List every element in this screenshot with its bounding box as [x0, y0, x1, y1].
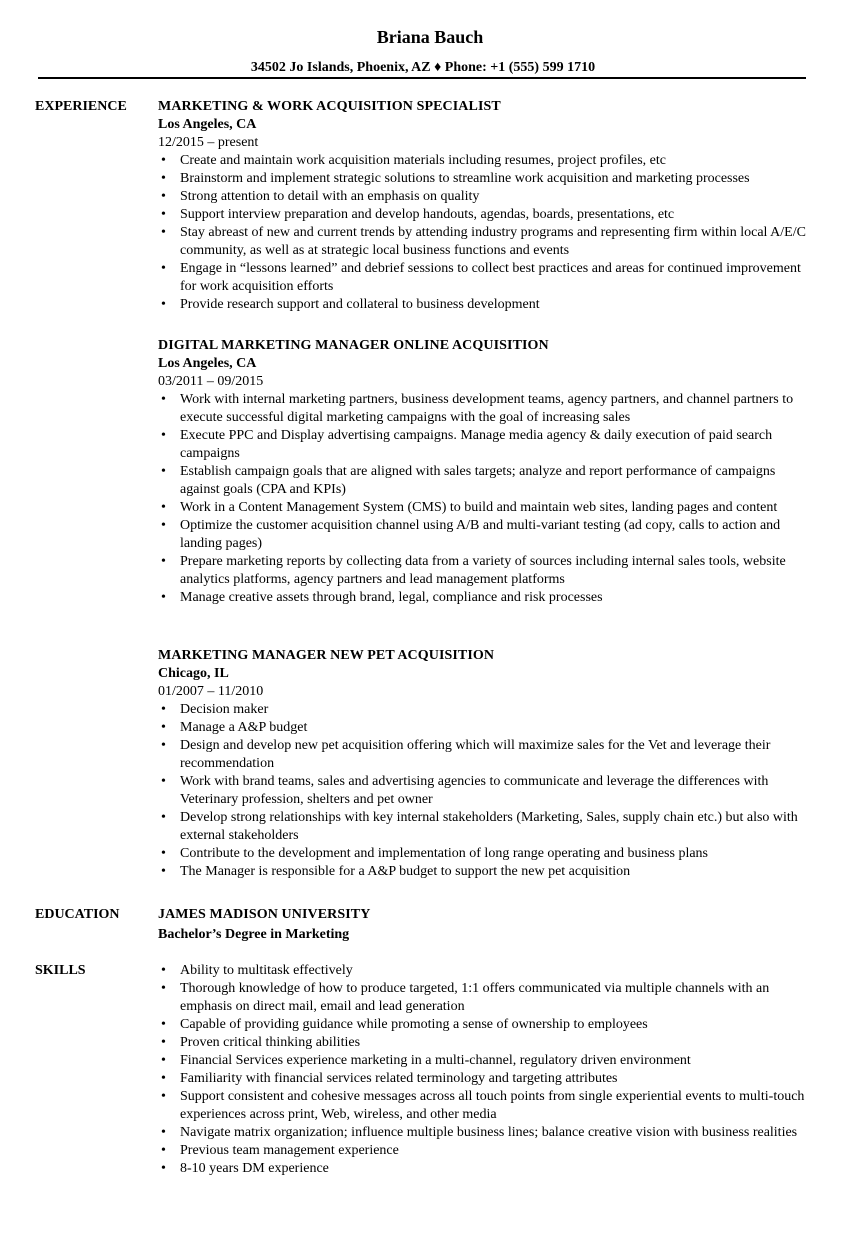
list-item: • Support consistent and cohesive messages across all touch points from single experiential events to multi-touch experiences across print, Web, wireless, and other media — [161, 1089, 805, 1122]
job-location: Los Angeles, CA — [158, 117, 257, 132]
contact-line: 34502 Jo Islands, Phoenix, AZ ♦ Phone: +1 (555) 599 1710 — [250, 60, 596, 75]
job-title: DIGITAL MARKETING MANAGER ONLINE ACQUISITION — [158, 338, 549, 353]
bullet-icon: • — [161, 1053, 166, 1068]
bullet-icon: • — [161, 738, 166, 753]
bullet-icon: • — [161, 392, 166, 407]
bullet-icon: • — [161, 554, 166, 569]
list-item: • Support interview preparation and develop handouts, agendas, boards, presentations, etc — [161, 207, 675, 222]
list-item: • Ability to multitask effectively — [161, 963, 353, 978]
bullet-icon: • — [161, 963, 166, 978]
bullet-icon: • — [161, 464, 166, 479]
list-item: • Decision maker — [161, 702, 269, 717]
list-item: • Optimize the customer acquisition channel using A/B and multi-variant testing (ad copy, calls to action and landing pages) — [161, 518, 781, 551]
list-item: • Provide research support and collateral to business development — [161, 297, 540, 312]
bullet-icon: • — [161, 428, 166, 443]
bullet-icon: • — [161, 171, 166, 186]
list-item: • Manage a A&P budget — [161, 720, 308, 735]
list-item: • 8-10 years DM experience — [161, 1161, 329, 1176]
bullet-icon: • — [161, 189, 166, 204]
list-item: • Execute PPC and Display advertising campaigns. Manage media agency & daily execution of paid search campaigns — [161, 428, 773, 461]
job-bullet-list — [158, 391, 818, 607]
education-entry — [158, 906, 818, 944]
bullet-icon: • — [161, 774, 166, 789]
skills-list-wrap — [158, 962, 818, 1178]
bullet-icon: • — [161, 207, 166, 222]
list-item: • Create and maintain work acquisition materials including resumes, project profiles, etc — [161, 153, 666, 168]
list-item: • Develop strong relationships with key internal stakeholders (Marketing, Sales, supply chain etc.) but also with external stakeholders — [161, 810, 798, 843]
bullet-icon: • — [161, 225, 166, 240]
bullet-icon: • — [161, 1143, 166, 1158]
list-item: • Manage creative assets through brand, legal, compliance and risk processes — [161, 590, 603, 605]
list-item: • Familiarity with financial services related terminology and targeting attributes — [161, 1071, 618, 1086]
list-item: • Proven critical thinking abilities — [161, 1035, 361, 1050]
experience-heading: EXPERIENCE — [35, 99, 127, 114]
bullet-icon: • — [161, 297, 166, 312]
job-bullet-list — [158, 152, 818, 314]
list-item: • Previous team management experience — [161, 1143, 399, 1158]
job-location: Los Angeles, CA — [158, 356, 257, 371]
list-item: • Design and develop new pet acquisition offering which will maximize sales for the Vet and leverage their recommendation — [161, 738, 771, 771]
bullet-icon: • — [161, 702, 166, 717]
job-dates: 01/2007 – 11/2010 — [158, 684, 264, 699]
job-title: MARKETING & WORK ACQUISITION SPECIALIST — [158, 99, 501, 114]
degree: Bachelor’s Degree in Marketing — [158, 927, 350, 942]
job-1 — [158, 98, 818, 314]
skills-list — [158, 962, 818, 1178]
bullet-icon: • — [161, 1035, 166, 1050]
bullet-icon: • — [161, 590, 166, 605]
list-item: • Engage in “lessons learned” and debrief sessions to collect best practices and areas for continued improvement for work acquisition efforts — [161, 261, 801, 294]
job-3 — [158, 647, 818, 881]
job-2 — [158, 337, 818, 607]
header-divider — [38, 77, 806, 79]
list-item: • Navigate matrix organization; influence multiple business lines; balance creative vision with business realities — [161, 1125, 798, 1140]
list-item: • The Manager is responsible for a A&P budget to support the new pet acquisition — [161, 864, 631, 879]
job-location: Chicago, IL — [158, 666, 229, 681]
list-item: • Work with brand teams, sales and advertising agencies to communicate and leverage the differences with Veterinary profession, shelters and pet owner — [161, 774, 769, 807]
job-dates: 03/2011 – 09/2015 — [158, 374, 264, 389]
list-item: • Brainstorm and implement strategic solutions to streamline work acquisition and marketing processes — [161, 171, 750, 186]
job-bullet-list — [158, 701, 818, 881]
bullet-icon: • — [161, 1017, 166, 1032]
bullet-icon: • — [161, 518, 166, 533]
bullet-icon: • — [161, 1161, 166, 1176]
candidate-name: Briana Bauch — [376, 27, 484, 47]
list-item: • Capable of providing guidance while promoting a sense of ownership to employees — [161, 1017, 648, 1032]
bullet-icon: • — [161, 261, 166, 276]
list-item: • Stay abreast of new and current trends by attending industry programs and representing firm within local A/E/C community, as well as at strategic local business functions and events — [161, 225, 806, 258]
bullet-icon: • — [161, 500, 166, 515]
job-title: MARKETING MANAGER NEW PET ACQUISITION — [158, 648, 495, 663]
job-dates: 12/2015 – present — [158, 135, 259, 150]
list-item: • Establish campaign goals that are aligned with sales targets; analyze and report performance of campaigns against goals (CPA and KPIs) — [161, 464, 776, 497]
bullet-icon: • — [161, 810, 166, 825]
bullet-icon: • — [161, 720, 166, 735]
list-item: • Work in a Content Management System (CMS) to build and maintain web sites, landing pages and content — [161, 500, 778, 515]
list-item: • Prepare marketing reports by collecting data from a variety of sources including internal sales tools, website analytics platforms, agency partners and lead management platforms — [161, 554, 786, 587]
list-item: • Strong attention to detail with an emphasis on quality — [161, 189, 480, 204]
bullet-icon: • — [161, 1125, 166, 1140]
bullet-icon: • — [161, 1089, 166, 1104]
skills-heading: SKILLS — [35, 963, 86, 978]
list-item: • Financial Services experience marketing in a multi-channel, regulatory driven environment — [161, 1053, 691, 1068]
bullet-icon: • — [161, 846, 166, 861]
bullet-icon: • — [161, 864, 166, 879]
bullet-icon: • — [161, 153, 166, 168]
list-item: • Contribute to the development and implementation of long range operating and business plans — [161, 846, 708, 861]
list-item: • Thorough knowledge of how to produce targeted, 1:1 offers communicated via multiple channels with an emphasis on direct mail, email and lead generation — [161, 981, 770, 1014]
education-heading: EDUCATION — [35, 907, 120, 922]
school-name: JAMES MADISON UNIVERSITY — [158, 907, 371, 922]
bullet-icon: • — [161, 981, 166, 996]
list-item: • Work with internal marketing partners, business development teams, agency partners, and channel partners to execute successful digital marketing campaigns with the goal of increasing sales — [161, 392, 794, 425]
bullet-icon: • — [161, 1071, 166, 1086]
